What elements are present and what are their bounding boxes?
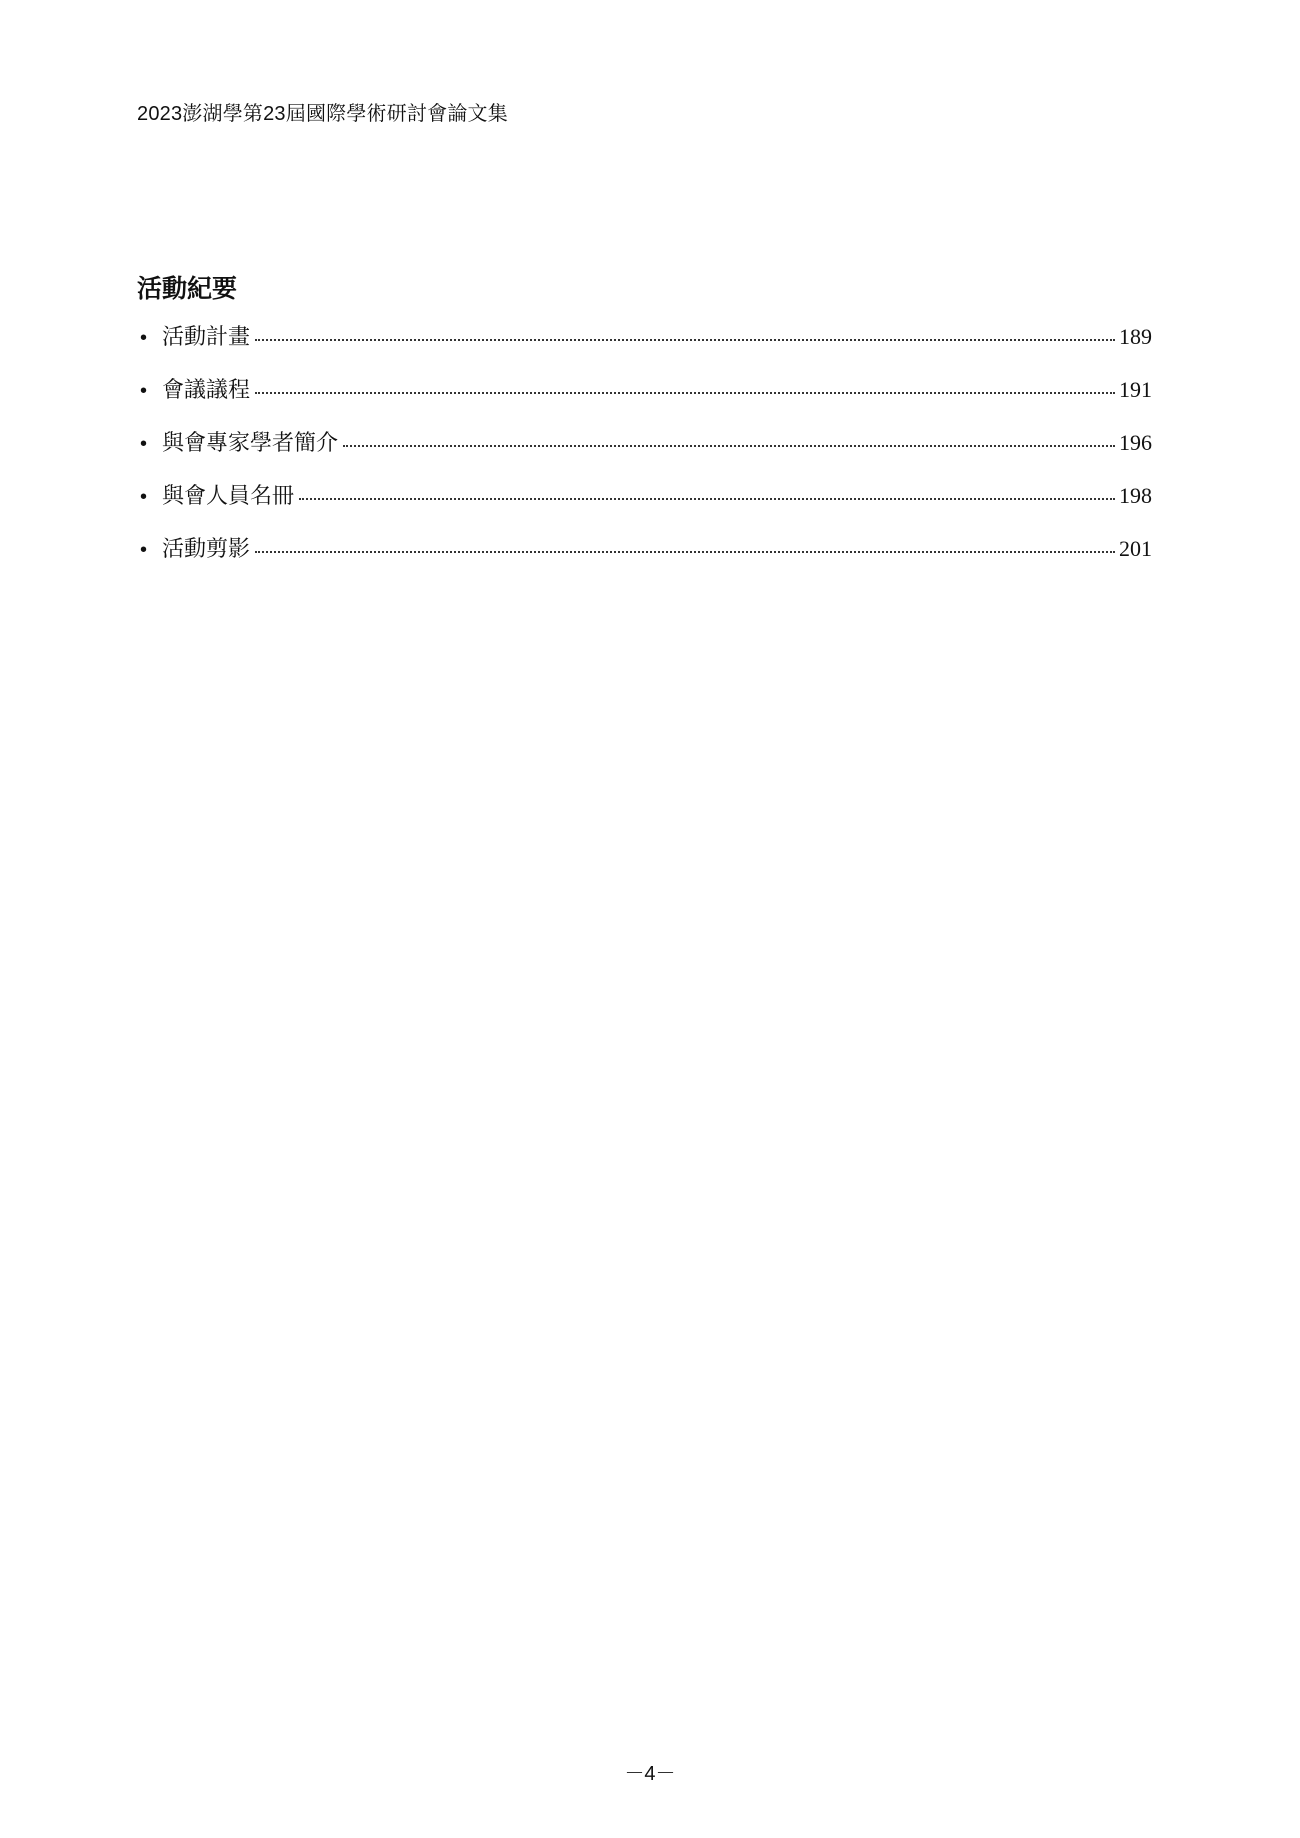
bullet-icon: • — [140, 380, 148, 402]
bullet-icon: • — [140, 327, 148, 349]
toc-entry-page-number: 196 — [1119, 430, 1152, 455]
toc-entry-page-number: 198 — [1119, 483, 1152, 508]
dot-leader — [255, 339, 1115, 341]
toc-entry-page-number: 201 — [1119, 536, 1152, 561]
dot-leader — [255, 392, 1115, 394]
toc-entry-label: 與會專家學者簡介 — [162, 430, 339, 455]
toc-entry-scholar-profiles[interactable] — [140, 426, 1152, 479]
dot-leader — [255, 551, 1115, 553]
toc-entry-conference-agenda[interactable] — [140, 373, 1152, 426]
toc-entry-page-number: 189 — [1119, 324, 1152, 349]
toc-entry-event-photos[interactable] — [140, 532, 1152, 585]
page-number: －4－ — [624, 1763, 676, 1785]
dot-leader — [299, 498, 1115, 500]
toc-entry-label: 會議議程 — [162, 377, 251, 402]
section-title: 活動紀要 — [137, 274, 238, 303]
toc-entry-label: 活動計畫 — [162, 324, 251, 349]
toc-entry-label: 與會人員名冊 — [162, 483, 295, 508]
bullet-icon: • — [140, 486, 148, 508]
bullet-icon: • — [140, 539, 148, 561]
running-header: 2023澎湖學第23屆國際學術研討會論文集 — [137, 103, 508, 125]
toc-entry-label: 活動剪影 — [162, 536, 251, 561]
toc-entry-page-number: 191 — [1119, 377, 1152, 402]
toc-entry-activity-plan[interactable] — [140, 320, 1152, 373]
toc-entry-participant-list[interactable] — [140, 479, 1152, 532]
dot-leader — [343, 445, 1115, 447]
table-of-contents — [140, 320, 1152, 585]
bullet-icon: • — [140, 433, 148, 455]
